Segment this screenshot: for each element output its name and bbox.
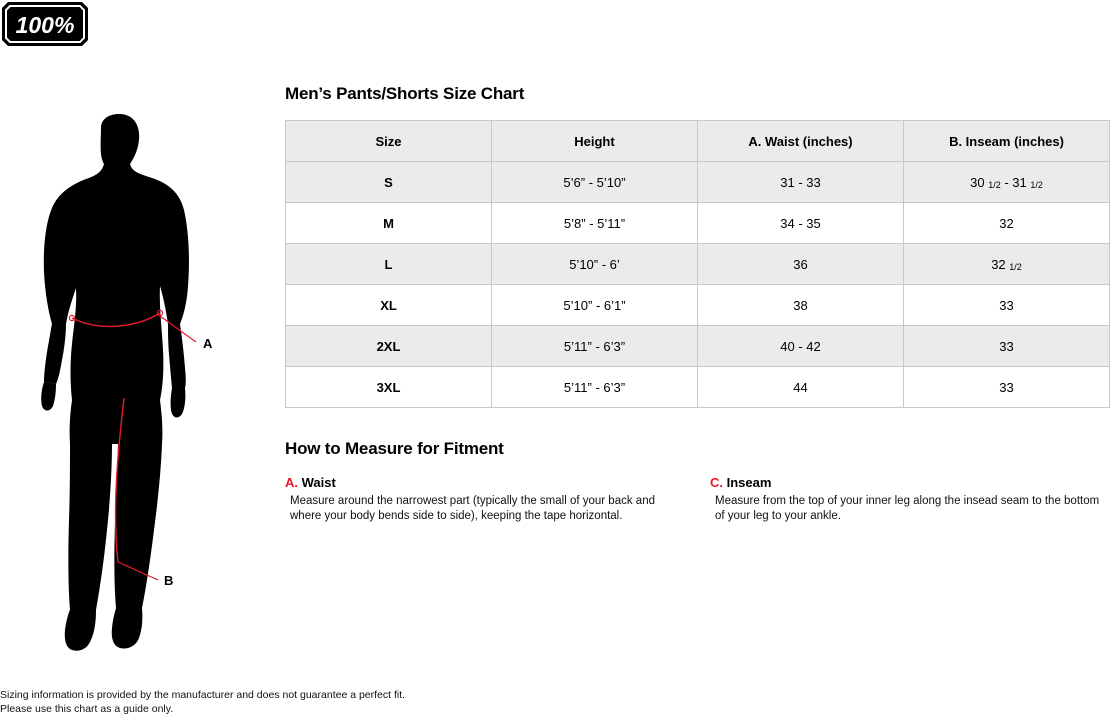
cell-size: 3XL	[286, 367, 492, 408]
cell-inseam: 33	[904, 326, 1110, 367]
measure-item-heading	[710, 475, 1110, 490]
cell-inseam: 32 1/2	[904, 244, 1110, 285]
how-to-measure-columns	[285, 475, 1110, 523]
page-title: Men’s Pants/Shorts Size Chart	[285, 84, 525, 103]
cell-height: 5’11” - 6’3”	[492, 367, 698, 408]
cell-size: L	[286, 244, 492, 285]
measure-item-inseam	[710, 475, 1110, 523]
cell-inseam: 30 1/2 - 31 1/2	[904, 162, 1110, 203]
cell-waist: 31 - 33	[698, 162, 904, 203]
cell-size: 2XL	[286, 326, 492, 367]
callout-label-a: A	[203, 336, 213, 351]
disclaimer-line-2: Please use this chart as a guide only.	[0, 703, 174, 716]
cell-waist: 36	[698, 244, 904, 285]
measure-item-label: Inseam	[726, 475, 772, 490]
column-header-waist: A. Waist (inches)	[698, 121, 904, 162]
svg-text:100%: 100%	[15, 12, 75, 38]
table-header	[286, 121, 1110, 162]
body-silhouette-icon	[0, 110, 280, 670]
table-header-row	[286, 121, 1110, 162]
cell-waist: 38	[698, 285, 904, 326]
cell-height: 5’8” - 5’11”	[492, 203, 698, 244]
cell-height: 5’11” - 6’3”	[492, 326, 698, 367]
table-row	[286, 244, 1110, 285]
table-row	[286, 162, 1110, 203]
column-header-size: Size	[286, 121, 492, 162]
column-header-height: Height	[492, 121, 698, 162]
table-row	[286, 203, 1110, 244]
callout-label-b: B	[164, 573, 174, 588]
brand-logo	[0, 0, 90, 48]
measure-item-text: Measure from the top of your inner leg along the insead seam to the bottom of your leg to your ankle.	[715, 495, 1100, 522]
size-chart-table	[285, 120, 1110, 408]
cell-inseam: 32	[904, 203, 1110, 244]
measure-item-label: Waist	[301, 475, 336, 490]
cell-size: XL	[286, 285, 492, 326]
cell-inseam: 33	[904, 367, 1110, 408]
main-content	[285, 84, 1110, 523]
disclaimer-line-1: Sizing information is provided by the manufacturer and does not guarantee a perfect fit.	[0, 689, 406, 701]
table-row	[286, 367, 1110, 408]
table-row	[286, 285, 1110, 326]
cell-waist: 40 - 42	[698, 326, 904, 367]
column-header-inseam: B. Inseam (inches)	[904, 121, 1110, 162]
how-to-measure-title: How to Measure for Fitment	[285, 439, 504, 458]
measure-item-letter: A.	[285, 475, 298, 490]
cell-height: 5’6” - 5’10”	[492, 162, 698, 203]
measure-item-heading	[285, 475, 680, 490]
table-row	[286, 326, 1110, 367]
measurement-figure	[0, 110, 280, 670]
cell-size: M	[286, 203, 492, 244]
cell-height: 5’10” - 6’	[492, 244, 698, 285]
measure-item-text: Measure around the narrowest part (typically the small of your back and where your body bends side to side), keeping the tape horizontal.	[290, 495, 655, 522]
cell-waist: 34 - 35	[698, 203, 904, 244]
cell-inseam: 33	[904, 285, 1110, 326]
measure-item-letter: C.	[710, 475, 723, 490]
measure-item-waist	[285, 475, 710, 523]
cell-waist: 44	[698, 367, 904, 408]
cell-size: S	[286, 162, 492, 203]
hundred-percent-logo-icon	[0, 0, 90, 48]
cell-height: 5’10” - 6’1”	[492, 285, 698, 326]
table-body	[286, 162, 1110, 408]
disclaimer	[0, 688, 405, 716]
